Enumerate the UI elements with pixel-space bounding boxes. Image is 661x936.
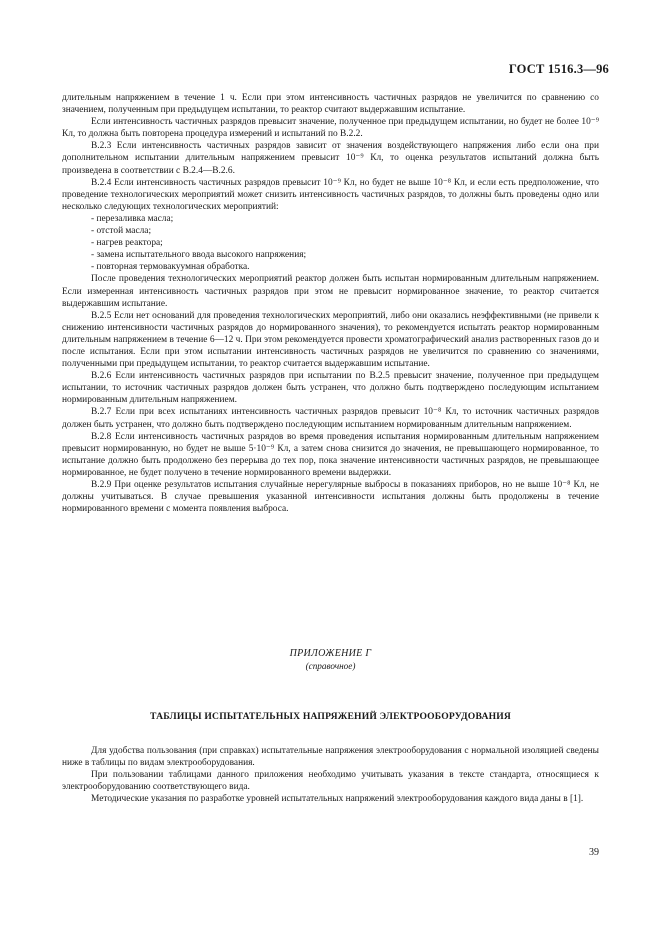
paragraph: В.2.6 Если интенсивность частичных разрядов при испытании по В.2.5 превысит значение, полученное при предыдущем испытании, то источник частичных разрядов должен быть устранен, что должно быть подтверждено последующим испытанием нормированным длительным напряжением. (62, 371, 599, 406)
paragraph: В.2.4 Если интенсивность частичных разрядов превысит 10⁻⁹ Кл, но будет не выше 10⁻⁸ Кл, и если есть предположение, что проведение технологических мероприятий может снизить интенсивность частичных разрядов, то должны быть проведены одно или несколько следующих технологических мероприятий: (62, 177, 599, 212)
appendix-title: ПРИЛОЖЕНИЕ Г (289, 648, 372, 659)
paragraph: В.2.3 Если интенсивность частичных разрядов зависит от значения воздействующего напряжения либо если она при дополнительном испытании длительным напряжением превысит 10⁻⁹ Кл, то оценка результатов испытаний должна быть произведена в соответствии с В.2.4—В.2.6. (62, 141, 599, 176)
standard-header: ГОСТ 1516.3—96 (508, 62, 609, 76)
appendix-subtitle: (справочное) (305, 661, 356, 671)
page-number: 39 (589, 847, 599, 858)
paragraph: В.2.8 Если интенсивность частичных разрядов во время проведения испытания нормированным длительным напряжением превысит нормированную, но будет не выше 5·10⁻⁹ Кл, а затем снова снизится до значения, не превышающего нормированное, то испытание должно быть продолжено без перерыва до тех пор, пока значение интенсивности частичных разрядов, не превышающее нормированное, не будет получено в течение нормированного времени выдержки. (62, 431, 599, 478)
paragraph: длительным напряжением в течение 1 ч. Если при этом интенсивность частичных разрядов не увеличится по сравнению со значением, полученным при предыдущем испытании, то реактор считают выдержавшим испытание. (62, 93, 599, 116)
paragraph: После проведения технологических мероприятий реактор должен быть испытан нормированным длительным напряжением. Если измеренная интенсивность частичных разрядов при этом не превысит нормированное значение, то реактор считается выдержавшим испытание. (62, 274, 599, 309)
list-item: - повторная термовакуумная обработка. (91, 262, 250, 273)
paragraph: Методические указания по разработке уровней испытательных напряжений электрооборудования каждого вида даны в [1]. (91, 794, 584, 805)
main-text (62, 92, 599, 515)
section-heading: ТАБЛИЦЫ ИСПЫТАТЕЛЬНЫХ НАПРЯЖЕНИЙ ЭЛЕКТРООБОРУДОВАНИЯ (149, 711, 512, 722)
list-item: - нагрев реактора; (91, 238, 163, 249)
appendix-text (62, 745, 599, 805)
paragraph: При пользовании таблицами данного приложения необходимо учитывать указания в тексте стандарта, относящиеся к электрооборудованию соответствующего вида. (62, 770, 599, 793)
paragraph: Если интенсивность частичных разрядов превысит значение, полученное при предыдущем испытании, но будет не более 10⁻⁹ Кл, то должна быть повторена процедура измерений и испытаний по В.2.2. (62, 117, 599, 140)
list-item: - замена испытательного ввода высокого напряжения; (91, 250, 307, 261)
paragraph: Для удобства пользования (при справках) испытательные напряжения электрооборудования с нормальной изоляцией сведены ниже в таблицы по видам электрооборудования. (62, 746, 599, 769)
paragraph: В.2.9 При оценке результатов испытания случайные нерегулярные выбросы в показаниях приборов, но не выше 10⁻⁸ Кл, не должны учитываться. В случае превышения указанной интенсивности испытания должны быть продолжены в течение нормированного времени с момента появления выброса. (62, 480, 599, 515)
list-item: - перезаливка масла; (91, 213, 174, 224)
paragraph: В.2.7 Если при всех испытаниях интенсивность частичных разрядов превысит 10⁻⁸ Кл, то источник частичных разрядов должен быть устранен, что должно быть подтверждено последующим испытанием нормированным длительным напряжением. (62, 407, 599, 430)
list-item: - отстой масла; (91, 226, 152, 237)
paragraph: В.2.5 Если нет оснований для проведения технологических мероприятий, либо они оказались неэффективными (не привели к снижению интенсивности частичных разрядов до нормированного значения), то рекомендуется испытать реактор нормированным длительным напряжением в течение 6—12 ч. При этом рекомендуется провести хроматографический анализ растворенных газов до и после испытания. Если при этом испытании интенсивность частичных разрядов не увеличится по сравнению со значениями, полученными при предыдущем испытании, то реактор считается выдержавшим испытание. (62, 310, 599, 370)
